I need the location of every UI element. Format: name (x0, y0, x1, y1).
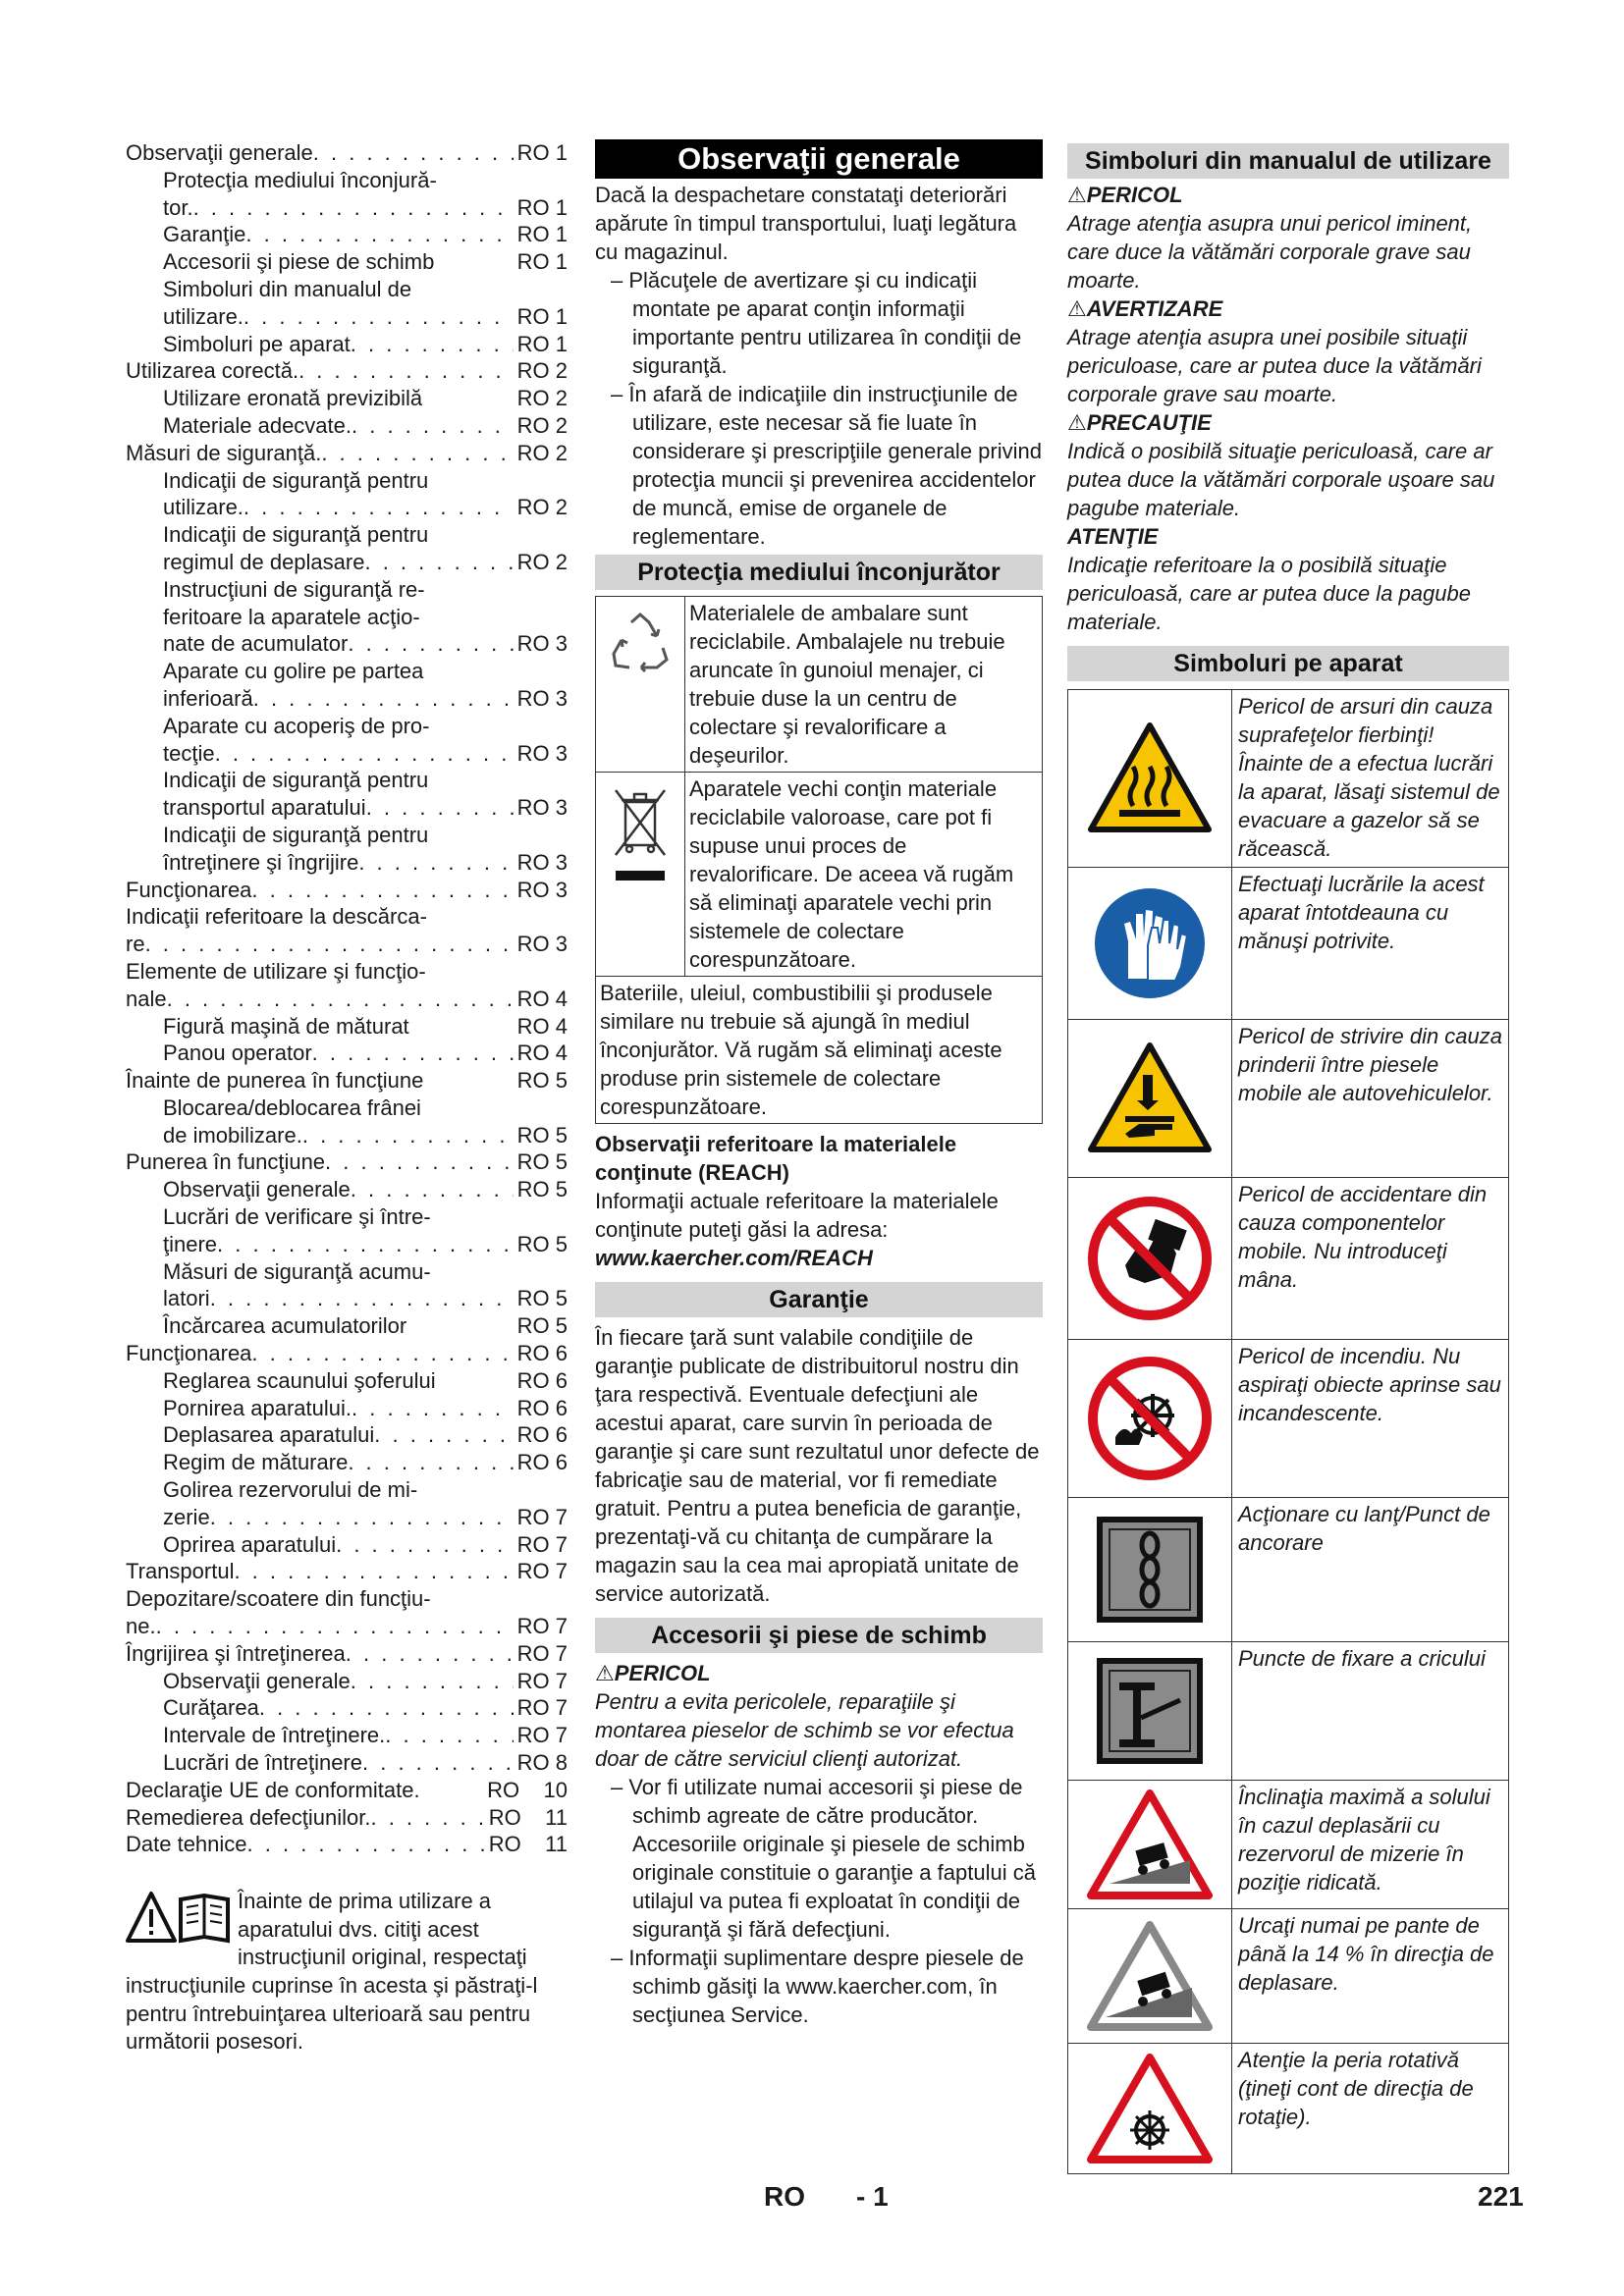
toc-page-number: RO 7 (516, 1614, 568, 1639)
toc-entry[interactable] (126, 1285, 568, 1312)
environment-row (596, 977, 1042, 1123)
toc-entry[interactable] (126, 139, 568, 167)
toc-leader-dots (385, 1722, 513, 1749)
symbol-row (1068, 1020, 1508, 1178)
bullet-item: – Vor fi utilizate numai accesorii şi piese de schimb agreate de către producător. Accesoriile originale şi piesele de schimb originale constituie o garanţie a faptului că utilajul va putea fi exploatat în condiţii de siguranţă şi fără defecţiuni. (611, 1775, 1036, 1942)
section-title-device-symbols: Simboluri pe aparat (1067, 646, 1509, 681)
bullet-item: – În afară de indicaţiile din instrucţiunile de utilizare, este necesar să fie luate în considerare şi prescripţiile generale privind protecţia muncii şi prevenirea accidentelor de muncă, emise de organele de reglementare. (611, 382, 1042, 549)
toc-entry-text: Regim de măturare (163, 1450, 349, 1475)
signal-label: ⚠PRECAUŢIE (1067, 410, 1212, 435)
symbol-text: Pericol de incendiu. Nu aspiraţi obiecte aprinse sau incandescente. (1238, 1344, 1501, 1425)
environment-text: Aparatele vechi conţin materiale reciclabile valoroase, care pot fi supuse unui proces de revalorificare. De aceea vă rugăm să eliminaţi aparatele vechi prin sistemele de colectare corespunzătoare. (689, 776, 1014, 972)
toc-leader-dots (217, 1231, 514, 1258)
toc-page-number: RO 2 (516, 358, 568, 384)
toc-entry-text: Înainte de punerea în funcţiune (126, 1068, 424, 1094)
toc-entry[interactable] (126, 385, 568, 412)
toc-entry-text: Îngrijirea şi întreţinerea (126, 1640, 346, 1666)
signal-label: ⚠PERICOL (1067, 183, 1183, 207)
toc-page-number: RO 1 (516, 194, 568, 220)
tilt-icon (1068, 1781, 1232, 1908)
toc-page-number: RO 11 (488, 1832, 568, 1857)
toc-page-number: RO 8 (516, 1750, 568, 1776)
toc-entry[interactable] (126, 549, 568, 576)
toc-page-number: RO 10 (487, 1777, 568, 1802)
symbol-text: Pericol de accidentare din cauza componentelor mobile. Nu introduceţi mâna. (1238, 1182, 1488, 1292)
toc-entry-text: Pornirea aparatului. (163, 1395, 352, 1420)
toc-leader-dots (245, 221, 513, 248)
recycle-icon (596, 597, 685, 772)
toc-leader-dots (351, 1176, 514, 1203)
toc-entry[interactable] (126, 194, 568, 222)
toc-page-number: RO 6 (516, 1341, 568, 1366)
toc-entry[interactable] (126, 1722, 568, 1749)
toc-entry-text: nale (126, 986, 167, 1011)
toc-entry-text: Deplasarea aparatului (163, 1422, 375, 1448)
toc-entry-line: Indicaţii de siguranţă pentru (163, 467, 429, 493)
environment-table (595, 596, 1043, 1124)
toc-page-number: RO 3 (516, 877, 568, 902)
crush-hand-icon (1068, 1020, 1232, 1177)
toc-page-number: RO 5 (516, 1313, 568, 1339)
reach-heading: Observaţii referitoare la materialele conţinute (REACH) (595, 1132, 957, 1185)
toc-leader-dots (234, 1558, 513, 1585)
toc-entry-text: utilizare. (163, 495, 244, 520)
symbol-text: Atenţie la peria rotativă (ţineţi cont de direcţia de rotaţie). (1238, 2048, 1474, 2129)
symbol-row (1068, 1781, 1508, 1909)
toc-leader-dots (351, 1668, 514, 1695)
symbol-row (1068, 2044, 1508, 2173)
notice-text: Înainte de prima utilizare a aparatului dvs. citiţi acest instrucţiunil original, respectaţi instrucţiunile cuprinse în acesta şi păstraţi-l pentru întrebuinţarea ulterioară sau pentru următorii posesori. (126, 1889, 538, 2055)
toc-leader-dots (210, 1504, 514, 1531)
no-fire-icon (1068, 1340, 1232, 1497)
toc-entry[interactable] (126, 931, 568, 958)
warranty-text: În fiecare ţară sunt valabile condiţiile de garanţie publicate de distribuitorul nostru din ţara respectivă. Eventuale defecţiuni ale acestui aparat, care survin în perioada de garanţie şi care sunt rezultatul unor defecte de fabricaţie sau de material, vor fi remediate gratuit. Pentru a putea beneficia de garanţie, prezentaţi-vă cu chitanţa de cumpărare la magazin sau la cea mai apropiată unitate de service autorizată. (595, 1325, 1040, 1606)
general-notes-column (595, 139, 1043, 2029)
danger-text: Pentru a evita pericolele, reparaţiile şi montarea pieselor de schimb se vor efectua doar de către serviciul clienţi autorizat. (595, 1689, 1014, 1771)
signal-text: Indicaţie referitoare la o posibilă situaţie periculoasă, care ar putea duce la pagube materiale. (1067, 553, 1471, 634)
toc-entry-line: Măsuri de siguranţă acumu- (163, 1258, 431, 1284)
toc-leader-dots (348, 1449, 513, 1476)
toc-page-number: RO 6 (516, 1422, 568, 1448)
toc-entry[interactable] (126, 1777, 568, 1804)
toc-entry[interactable] (126, 1340, 568, 1367)
toc-leader-dots (352, 1395, 514, 1422)
toc-leader-dots (145, 931, 514, 958)
toc-entry-text: inferioară (163, 685, 253, 711)
toc-entry[interactable] (126, 1613, 568, 1640)
toc-entry[interactable] (126, 849, 568, 877)
toc-page-number: RO 7 (516, 1504, 568, 1529)
toc-page-number: RO 3 (516, 932, 568, 957)
toc-entry[interactable] (126, 1122, 568, 1149)
toc-entry[interactable] (126, 331, 568, 358)
toc-entry-text: Măsuri de siguranţă. (126, 440, 322, 465)
toc-entry-line: Simboluri din manualul de (163, 276, 412, 301)
section-title-environment: Protecţia mediului înconjurător (595, 555, 1043, 590)
toc-page-number: RO 7 (516, 1531, 568, 1557)
toc-page-number: RO 7 (516, 1695, 568, 1721)
toc-entry[interactable] (126, 1176, 568, 1203)
toc-entry-text: Lucrări de întreţinere (163, 1750, 362, 1776)
toc-leader-dots (244, 494, 514, 521)
toc-entry-text: Funcţionarea (126, 877, 252, 902)
toc-entry-line: Aparate cu acoperiş de pro- (163, 713, 430, 738)
toc-entry-text: Observaţii generale (126, 140, 313, 165)
toc-leader-dots (348, 630, 513, 658)
toc-leader-dots (358, 849, 513, 877)
toc-entry-text: ţinere (163, 1231, 218, 1256)
toc-page-number: RO 6 (516, 1367, 568, 1393)
symbol-text: Înclinaţia maximă a solului în cazul deplasării cu rezervorul de mizerie în poziţie ridicată. (1238, 1785, 1490, 1895)
toc-leader-dots (346, 1640, 514, 1668)
toc-leader-dots (351, 331, 514, 358)
toc-leader-dots (247, 1831, 485, 1858)
danger-label: ⚠PERICOL (595, 1661, 711, 1685)
toc-leader-dots (167, 986, 514, 1013)
toc-entry[interactable] (126, 440, 568, 467)
toc-entry-line: feritoare la aparatele acţio- (163, 604, 420, 629)
toc-entry[interactable] (126, 1804, 568, 1832)
toc-leader-dots (259, 1694, 514, 1722)
toc-entry-text: Observaţii generale (163, 1668, 351, 1693)
toc-leader-dots (298, 357, 514, 385)
toc-page-number: RO 7 (516, 1559, 568, 1584)
environment-text: Bateriile, uleiul, combustibilii şi produsele similare nu trebuie să ajungă în mediul înconjurător. Vă rugăm să eliminaţi aceste produse prin sistemele de colectare corespunzătoare. (600, 981, 1002, 1119)
toc-entry[interactable] (126, 1749, 568, 1777)
toc-page-number: RO 1 (516, 249, 568, 275)
toc-entry[interactable] (126, 630, 568, 658)
toc-entry-text: Punerea în funcţiune (126, 1149, 326, 1175)
toc-entry[interactable] (126, 1694, 568, 1722)
toc-entry-text: Reglarea scaunului şoferului (163, 1367, 436, 1393)
toc-leader-dots (336, 1531, 514, 1559)
toc-entry-text: Simboluri pe aparat (163, 331, 351, 356)
toc-page-number: RO 2 (516, 549, 568, 574)
toc-entry[interactable] (126, 1231, 568, 1258)
toc-entry-line: Lucrări de verificare şi între- (163, 1204, 431, 1230)
toc-entry-text: Panou operator (163, 1041, 312, 1066)
toc-page-number: RO 1 (516, 303, 568, 329)
toc-entry[interactable] (126, 1148, 568, 1176)
toc-page-number: RO 6 (516, 1450, 568, 1475)
toc-leader-dots (302, 1122, 514, 1149)
toc-leader-dots (313, 139, 514, 167)
toc-entry[interactable] (126, 685, 568, 713)
toc-entry-text: Funcţionarea (126, 1341, 252, 1366)
toc-entry-text: Remedierea defecţiunilor. (126, 1804, 371, 1830)
toc-page-number: RO 5 (516, 1231, 568, 1256)
rotating-brush-icon (1068, 2044, 1232, 2173)
toc-entry[interactable] (126, 877, 568, 904)
bullet-item: – Informaţii suplimentare despre piesele de schimb găsiţi la www.kaercher.com, în secţiunea Service. (611, 1946, 1024, 2027)
toc-entry-line: Protecţia mediului înconjură- (163, 167, 437, 192)
toc-entry-text: Utilizare eronată previzibilă (163, 386, 423, 411)
toc-page-number: RO 4 (516, 1041, 568, 1066)
section-title-accessories: Accesorii şi piese de schimb (595, 1618, 1043, 1653)
section-title-general: Observaţii generale (595, 139, 1043, 179)
toc-page-number: RO 7 (516, 1640, 568, 1666)
toc-leader-dots (215, 740, 514, 768)
toc-entry[interactable] (126, 357, 568, 385)
toc-entry[interactable] (126, 1449, 568, 1476)
toc-entry-text: regimul de deplasare (163, 549, 365, 574)
toc-page-number: RO 3 (516, 849, 568, 875)
toc-page-number: RO 6 (516, 1395, 568, 1420)
toc-entry-line: Indicaţii de siguranţă pentru (163, 768, 429, 793)
toc-entry[interactable] (126, 1067, 568, 1095)
toc-entry[interactable] (126, 1558, 568, 1585)
toc-entry-text: Intervale de întreţinere. (163, 1723, 386, 1748)
toc-entry-text: tecţie (163, 740, 215, 766)
device-symbols-table (1067, 689, 1509, 2174)
symbol-text: Pericol de arsuri din cauza suprafeţelor fierbinţi! Înainte de a efectua lucrări la aparat, lăsaţi sistemul de evacuare a gazelor să se răcească. (1238, 694, 1500, 861)
toc-page-number: RO 7 (516, 1723, 568, 1748)
reach-text: Informaţii actuale referitoare la materialele conţinute puteţi găsi la adresa: (595, 1189, 999, 1242)
toc-entry-line: Blocarea/deblocarea frânei (163, 1095, 421, 1120)
symbol-text: Efectuaţi lucrările la acest aparat întotdeauna cu mănuşi potrivite. (1238, 872, 1485, 953)
section-title-manual-symbols: Simboluri din manualul de utilizare (1067, 143, 1509, 179)
toc-leader-dots (193, 194, 514, 222)
symbol-text: Pericol de strivire din cauza prinderii între piesele mobile ale autovehiculelor. (1238, 1024, 1503, 1105)
toc-page-number: RO 5 (516, 1286, 568, 1311)
toc-page-number: RO 5 (516, 1122, 568, 1148)
toc-page-number: RO 3 (516, 740, 568, 766)
toc-entry[interactable] (126, 740, 568, 768)
symbol-text: Puncte de fixare a cricului (1238, 1646, 1486, 1671)
toc-entry-line: Indicaţii referitoare la descărca- (126, 904, 427, 930)
toc-page-number: RO 3 (516, 795, 568, 821)
toc-entry[interactable] (126, 1040, 568, 1067)
toc-leader-dots (362, 1749, 514, 1777)
toc-page-number: RO 4 (516, 1013, 568, 1039)
toc-page-number: RO 1 (516, 331, 568, 356)
toc-entry-text: de imobilizare. (163, 1122, 302, 1148)
signal-label: ATENŢIE (1067, 524, 1159, 549)
toc-entry-line: Depozitare/scoatere din funcţiu- (126, 1586, 431, 1612)
toc-page-number: RO 3 (516, 685, 568, 711)
toc-page-number: RO 5 (516, 1068, 568, 1094)
toc-leader-dots (210, 1285, 514, 1312)
crossed-bin-icon (596, 773, 685, 976)
toc-entry-line: Instrucţiuni de siguranţă re- (163, 576, 425, 602)
toc-entry-text: Date tehnice (126, 1832, 247, 1857)
symbol-row (1068, 1340, 1508, 1498)
environment-row (596, 773, 1042, 977)
toc-entry[interactable] (126, 794, 568, 822)
chain-icon (1068, 1498, 1232, 1641)
toc-entry-line: Indicaţii de siguranţă pentru (163, 822, 429, 847)
toc-entry-text: zerie (163, 1504, 210, 1529)
signal-label: ⚠AVERTIZARE (1067, 296, 1223, 321)
toc-entry-line: Indicaţii de siguranţă pentru (163, 522, 429, 548)
toc-leader-dots (374, 1421, 513, 1449)
footer-page-number: 221 (1478, 2181, 1524, 2212)
toc-page-number: RO 5 (516, 1149, 568, 1175)
toc-entry[interactable] (126, 1312, 568, 1340)
toc-entry-text: utilizare. (163, 303, 244, 329)
toc-entry-line: Aparate cu golire pe partea (163, 659, 424, 684)
toc-entry[interactable] (126, 1367, 568, 1395)
toc-entry[interactable] (126, 221, 568, 248)
toc-page-number: RO 1 (516, 140, 568, 165)
warning-book-icon (126, 1890, 232, 1947)
hot-surface-icon (1068, 690, 1232, 867)
symbol-row (1068, 690, 1508, 868)
slope-icon (1068, 1909, 1232, 2043)
toc-leader-dots (370, 1804, 484, 1832)
toc-page-number: RO 7 (516, 1668, 568, 1693)
toc-page-number: RO 2 (516, 440, 568, 465)
symbols-column (1067, 139, 1509, 2174)
toc-leader-dots (244, 303, 514, 331)
symbol-text: Acţionare cu lanţ/Punct de ancorare (1238, 1502, 1490, 1555)
symbol-row (1068, 1498, 1508, 1642)
toc-entry[interactable] (126, 1395, 568, 1422)
toc-page-number: RO 2 (516, 495, 568, 520)
reach-link[interactable]: www.kaercher.com/REACH (595, 1246, 873, 1270)
symbol-row (1068, 868, 1508, 1020)
toc-entry[interactable] (126, 412, 568, 440)
toc-entry-text: re (126, 932, 145, 957)
toc-entry[interactable] (126, 494, 568, 521)
toc-leader-dots (321, 440, 513, 467)
toc-entry-text: Accesorii şi piese de schimb (163, 249, 435, 275)
toc-page-number: RO 2 (516, 412, 568, 438)
toc-entry-line: Elemente de utilizare şi funcţio- (126, 958, 426, 984)
toc-entry-line: Golirea rezervorului de mi- (163, 1477, 418, 1503)
signal-text: Atrage atenţia asupra unei posibile situaţii periculoase, care ar putea duce la vătămări corporale grave sau moarte. (1067, 325, 1482, 406)
toc-entry-text: Curăţarea (163, 1695, 259, 1721)
toc-entry-text: întreţinere şi îngrijire (163, 849, 359, 875)
toc-page-number: RO 1 (516, 222, 568, 247)
toc-entry[interactable] (126, 1668, 568, 1695)
toc-entry-text: Materiale adecvate. (163, 412, 352, 438)
toc-entry[interactable] (126, 986, 568, 1013)
toc-entry[interactable] (126, 1531, 568, 1559)
toc-entry-text: Declaraţie UE de conformitate. (126, 1777, 420, 1802)
toc-entry[interactable] (126, 1831, 568, 1858)
symbol-row (1068, 1642, 1508, 1781)
environment-text: Materialele de ambalare sunt reciclabile. Ambalajele nu trebuie aruncate în gunoiul menajer, ci trebuie duse la un centru de colectare şi revalorificare a deşeurilor. (689, 601, 1005, 768)
toc-entry-text: ne. (126, 1614, 156, 1639)
toc-entry[interactable] (126, 303, 568, 331)
footer-section-page: - 1 (856, 2181, 889, 2212)
table-of-contents (126, 139, 568, 2056)
gloves-icon (1068, 868, 1232, 1019)
toc-entry-text: Garanţie (163, 222, 246, 247)
toc-entry[interactable] (126, 1504, 568, 1531)
toc-entry-text: nate de acumulator (163, 631, 349, 657)
toc-entry-text: Oprirea aparatului (163, 1531, 337, 1557)
footer-language: RO (764, 2181, 805, 2212)
toc-leader-dots (352, 412, 514, 440)
intro-paragraph: Dacă la despachetare constataţi deteriorări apărute în timpul transportului, luaţi legătura cu magazinul. (595, 183, 1017, 264)
toc-leader-dots (251, 877, 513, 904)
toc-entry-text: tor. (163, 194, 193, 220)
bullet-item: – Plăcuţele de avertizare şi cu indicaţii montate pe aparat conţin informaţii importante pentru utilizarea în condiţii de siguranţă. (611, 268, 1022, 378)
read-manual-notice (126, 1888, 568, 2056)
toc-leader-dots (251, 1340, 513, 1367)
toc-leader-dots (366, 794, 514, 822)
toc-leader-dots (325, 1148, 514, 1176)
toc-page-number: RO 2 (516, 386, 568, 411)
toc-leader-dots (253, 685, 514, 713)
toc-entry-text: Figură maşină de măturat (163, 1013, 409, 1039)
symbol-row (1068, 1909, 1508, 2044)
toc-page-number: RO 11 (488, 1804, 568, 1830)
toc-entry-text: Utilizarea corectă. (126, 358, 299, 384)
signal-text: Atrage atenţia asupra unui pericol iminent, care duce la vătămări corporale grave sau moarte. (1067, 211, 1473, 293)
toc-entry-text: Transportul (126, 1559, 235, 1584)
signal-text: Indică o posibilă situaţie periculoasă, care ar putea duce la vătămări corporale uşoare sau pagube materiale. (1067, 439, 1495, 520)
symbol-text: Urcaţi numai pe pante de până la 14 % în direcţia de deplasare. (1238, 1913, 1494, 1995)
toc-entry-text: latori (163, 1286, 210, 1311)
toc-leader-dots (156, 1613, 514, 1640)
toc-page-number: RO 4 (516, 986, 568, 1011)
symbol-row (1068, 1178, 1508, 1340)
toc-entry-text: transportul aparatului (163, 795, 366, 821)
environment-row (596, 597, 1042, 773)
jack-point-icon (1068, 1642, 1232, 1780)
toc-leader-dots (312, 1040, 514, 1067)
no-hand-icon (1068, 1178, 1232, 1339)
toc-entry[interactable] (126, 1421, 568, 1449)
section-title-warranty: Garanţie (595, 1282, 1043, 1317)
toc-page-number: RO 5 (516, 1177, 568, 1202)
toc-entry[interactable] (126, 1013, 568, 1041)
toc-page-number: RO 3 (516, 631, 568, 657)
toc-entry-text: Încărcarea acumulatorilor (163, 1313, 407, 1339)
toc-entry[interactable] (126, 248, 568, 276)
toc-leader-dots (364, 549, 513, 576)
toc-entry[interactable] (126, 1640, 568, 1668)
toc-entry-text: Observaţii generale (163, 1177, 351, 1202)
